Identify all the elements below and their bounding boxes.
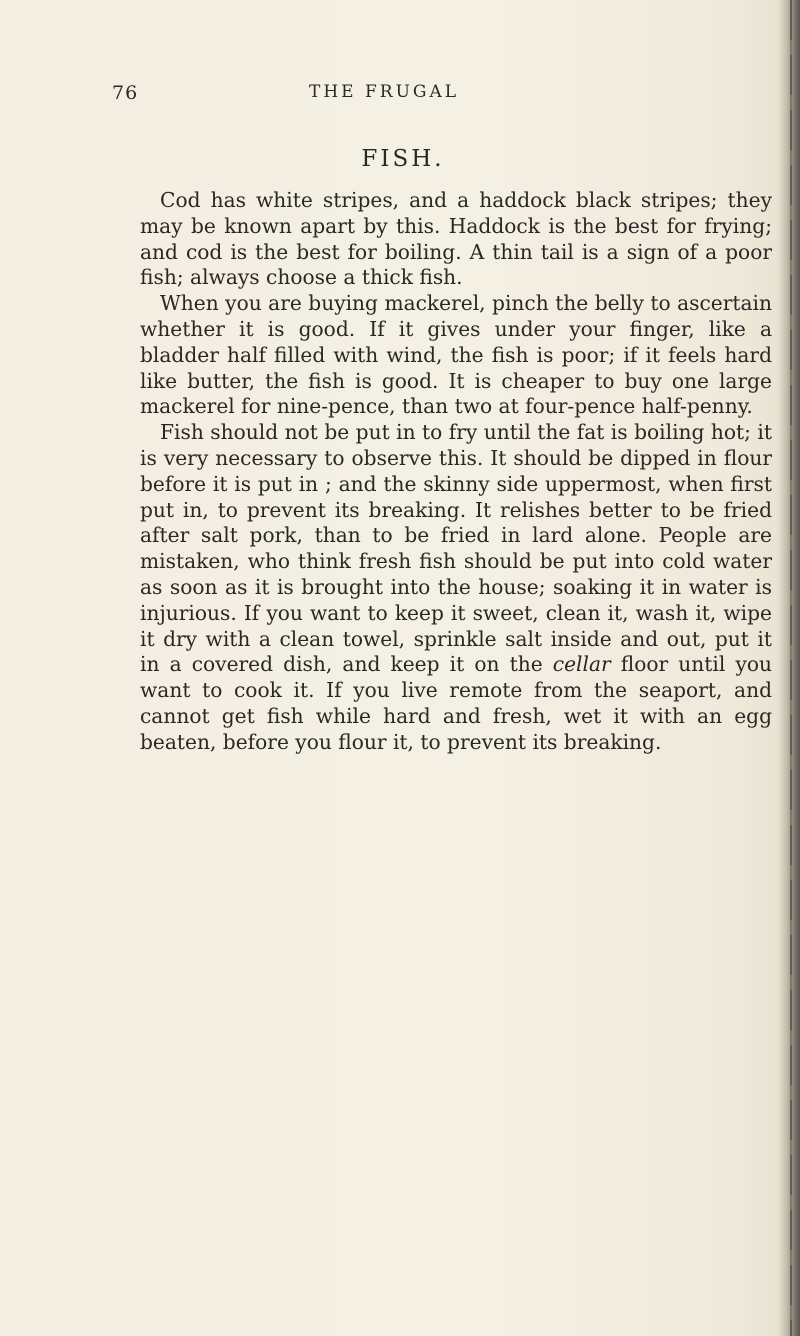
paragraph-mackerel: When you are buying mackerel, pinch the belly to ascertain whether it is good. If it gives under your finger, like a bladder half filled with wind, the fish is poor; if it feels hard like butter, the fish is good. It is cheaper to buy one large mackerel for nine-pence, than two at four-pence half-penny. bbox=[140, 291, 772, 419]
paragraph-frying-and-keeping bbox=[140, 420, 772, 755]
section-title: FISH. bbox=[361, 146, 445, 172]
page-edge-line bbox=[790, 0, 792, 1336]
paragraph-cod-haddock: Cod has white stripes, and a haddock black stripes; they may be known apart by this. Haddock is the best for frying; and cod is the best for boiling. A thin tail is a sign of a poor fish; always choose a thick fish. bbox=[140, 188, 772, 290]
page-edge-shadow bbox=[778, 0, 800, 1336]
paragraph-text-part: Fish should not be put in to fry until the fat is boiling hot; it is very necessary to observe this. It should be dipped in flour before it is put in ; and the skinny side uppermost, when first put in, to prevent its breaking. It relishes better to be fried after salt pork, than to be fried in lard alone. People are mistaken, who think fresh fish should be put into cold water as soon as it is brought into the house; soaking it in water is injurious. If you want to keep it sweet, clean it, wash it, wipe it dry with a clean towel, sprinkle salt inside and out, put it in a covered dish, and keep it on the bbox=[140, 420, 772, 677]
body-text bbox=[140, 188, 772, 756]
paragraph-text-part: floor until you want to cook it. If you live remote from the seaport, and cannot get fish while hard and fresh, wet it with an egg beaten, before you flour it, to prevent its breaking. bbox=[140, 652, 773, 754]
page-number: 76 bbox=[112, 82, 139, 104]
italic-word-cellar: cellar bbox=[552, 652, 611, 677]
running-head bbox=[112, 82, 712, 106]
running-title: THE FRUGAL bbox=[309, 82, 460, 102]
